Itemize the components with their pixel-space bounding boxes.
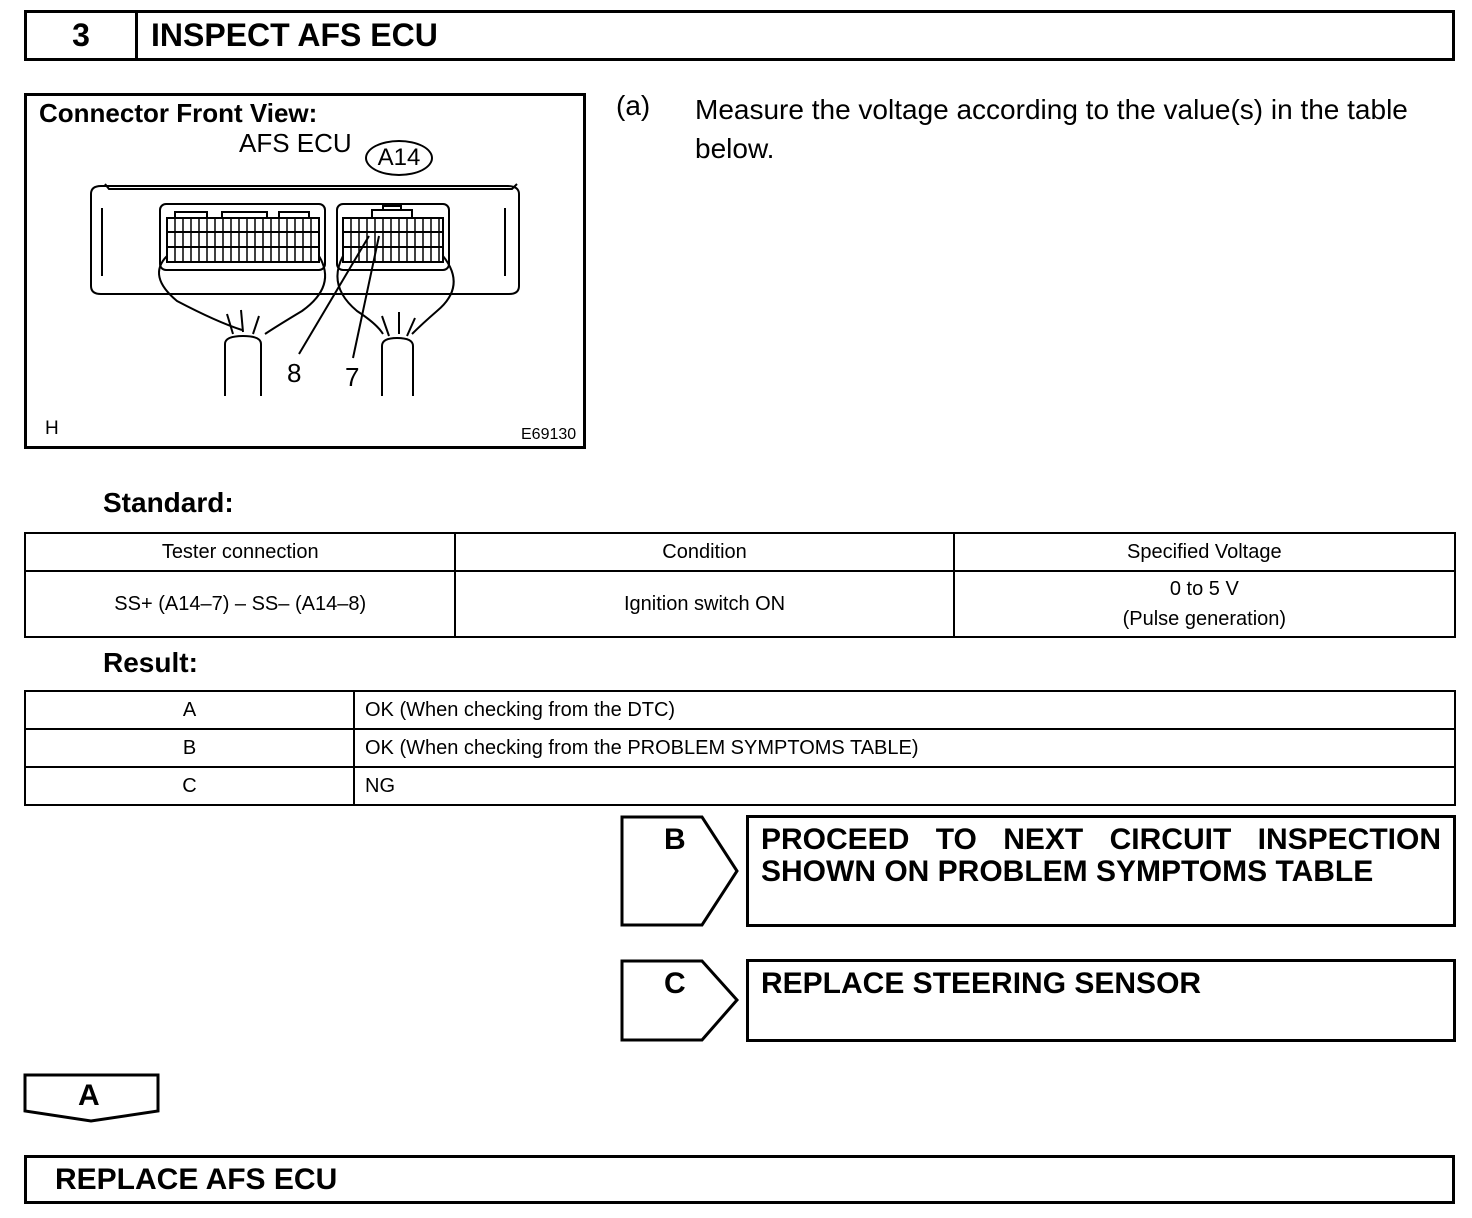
table-row: [25, 691, 1455, 729]
continue-a-letter: A: [78, 1079, 100, 1112]
branch-c-letter: C: [664, 967, 686, 1000]
step-number: 3: [27, 13, 138, 58]
branch-c-action: [746, 959, 1456, 1042]
branch-c-action-text: REPLACE STEERING SENSOR: [761, 967, 1202, 1000]
table-row: [25, 571, 1455, 637]
result-code: A: [25, 691, 354, 729]
header-tester-connection: Tester connection: [25, 533, 455, 571]
figure-corner-mark: H: [45, 418, 59, 439]
header-specified-voltage: Specified Voltage: [954, 533, 1455, 571]
connector-code-badge: A14: [365, 140, 433, 176]
figure-id: E69130: [521, 426, 577, 443]
branch-b-action-text: PROCEED TO NEXT CIRCUIT INSPECTION SHOWN ON PROBLEM SYMPTOMS TABLE: [761, 823, 1441, 888]
result-text: OK (When checking from the DTC): [354, 691, 1455, 729]
result-code: C: [25, 767, 354, 805]
standard-heading: Standard:: [103, 487, 234, 518]
step-header: [24, 10, 1455, 61]
ecu-label: AFS ECU: [239, 128, 352, 158]
final-action: REPLACE AFS ECU: [24, 1155, 1455, 1204]
branch-b-action: [746, 815, 1456, 927]
step-title: INSPECT AFS ECU: [151, 17, 438, 53]
standard-table: [24, 532, 1456, 638]
connector-figure: [24, 93, 586, 449]
instruction-label: (a): [616, 90, 651, 121]
pin-label-8: 8: [287, 358, 302, 388]
table-row: [25, 767, 1455, 805]
instruction-text: Measure the voltage according to the value(s) in the table below.: [695, 94, 1408, 164]
voltage-note: (Pulse generation): [1122, 608, 1287, 630]
branch-b-tag: [620, 815, 740, 927]
table-row: [25, 729, 1455, 767]
continue-a-tag: [23, 1073, 161, 1123]
pin-label-7: 7: [345, 362, 360, 392]
result-code: B: [25, 729, 354, 767]
figure-title: Connector Front View:: [39, 98, 318, 128]
cell-condition: Ignition switch ON: [455, 571, 953, 637]
result-heading: Result:: [103, 647, 198, 678]
branch-c-tag: [620, 959, 740, 1042]
branch-b-letter: B: [664, 823, 686, 856]
header-condition: Condition: [455, 533, 953, 571]
result-text: OK (When checking from the PROBLEM SYMPTOMS TABLE): [354, 729, 1455, 767]
voltage-value: 0 to 5 V: [1169, 578, 1239, 600]
result-table: [24, 690, 1456, 806]
cell-specified-voltage: [954, 571, 1455, 637]
standard-header-row: [25, 533, 1455, 571]
cell-tester-connection: SS+ (A14–7) – SS– (A14–8): [25, 571, 455, 637]
result-text: NG: [354, 767, 1455, 805]
